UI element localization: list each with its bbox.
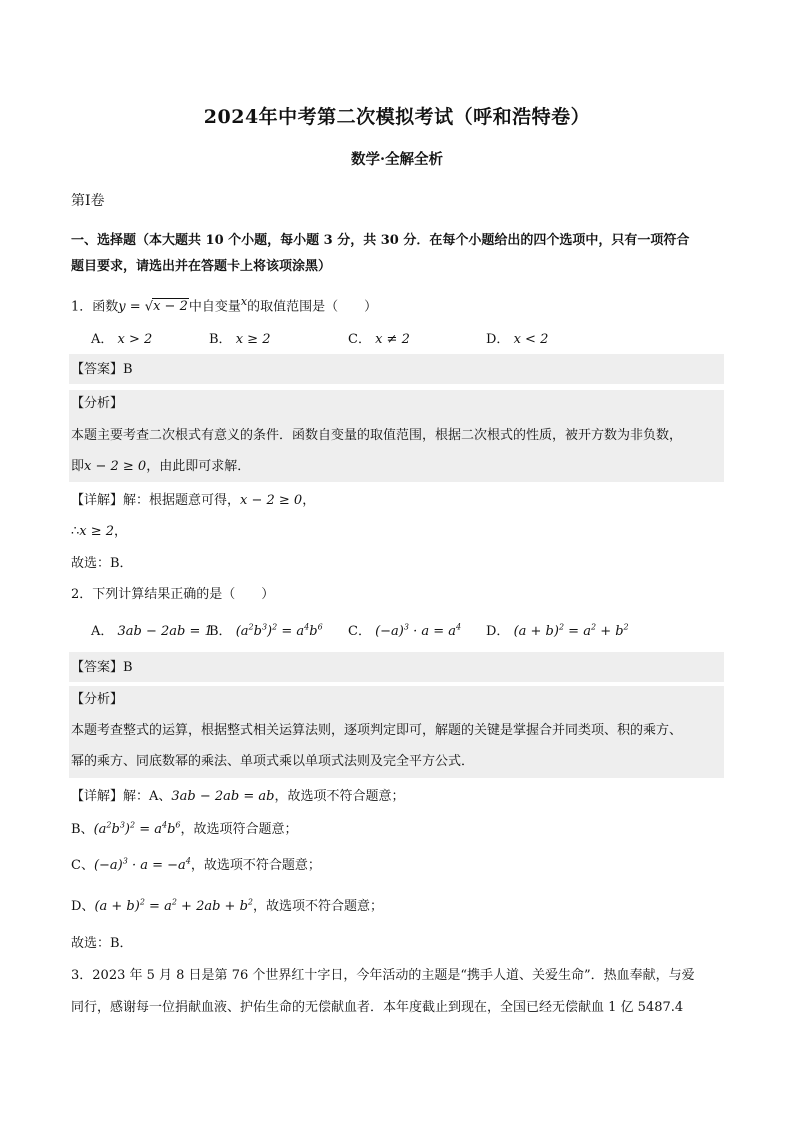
volume-label: 第Ⅰ卷 [71,193,105,209]
q1-analysis-line2: 即x − 2 ≥ 0，由此即可求解． [71,459,251,474]
q3-line1: 3．2023 年 5 月 8 日是第 76 个世界红十字日，今年活动的主题是“携手人道、关爱生命”．热血奉献，与爱 [71,968,695,983]
page-subtitle: 数学·全解全析 [350,151,444,168]
q2-detail-a: 【详解】解：A、3ab − 2ab = ab，故选项不符合题意； [71,789,405,804]
q2-detail-b: B、$(a^2b^3)^2 = a^4b^6$，故选项符合题意； [71,820,298,837]
q2-choose: 故选：B． [71,936,133,951]
q1-detail: 【详解】解：根据题意可得，x − 2 ≥ 0， [71,493,316,508]
q1-option-a: A． x > 2 [91,332,153,347]
q2-analysis-line2: 幂的乘方、同底数幂的乘法、单项式乘以单项式法则及完全平方公式． [71,754,475,769]
page-title: 2024年中考第二次模拟考试（呼和浩特卷） [203,106,591,128]
q1-option-c: C． x ≠ 2 [348,332,410,347]
section-heading-line1: 一、选择题（本大题共 10 个小题，每小题 3 分，共 30 分．在每个小题给出的四个选项中，只有一项符合 [71,233,690,248]
q1-option-b: B． x ≥ 2 [209,332,271,347]
q2-option-c: C． $(-a)^3 \cdot a = a^4$ [348,622,462,639]
section-heading-line2: 题目要求，请选出并在答题卡上将该项涂黑） [71,259,332,274]
q2-answer: 【答案】B [71,660,133,675]
sqrt-symbol: √ [144,299,154,315]
q1-analysis-head: 【分析】 [71,396,124,411]
q2-analysis-head: 【分析】 [71,692,124,707]
q2-analysis-line1: 本题考查整式的运算，根据整式相关运算法则，逐项判定即可，解题的关键是掌握合并同类项、积的乘方、 [71,723,683,738]
q2-option-b: B． $(a^2b^3)^2 = a^4b^6$ [209,622,323,639]
q1-therefore: ∴x ≥ 2， [71,524,128,539]
q1-answer: 【答案】B [71,362,133,377]
q2-detail-d: D、$(a + b)^2 = a^2 + 2ab + b^2$，故选项不符合题意； [71,897,384,914]
q2-option-d: D． $(a + b)^2 = a^2 + b^2$ [486,622,629,639]
q2-stem: 2．下列计算结果正确的是（ ） [71,587,275,602]
q2-answer-shade [69,652,724,682]
q1-analysis-line1: 本题主要考查二次根式有意义的条件．函数自变量的取值范围，根据二次根式的性质，被开方数为非负数， [71,428,683,443]
q1-choose: 故选：B． [71,556,133,571]
q2-detail-c: C、$(-a)^3 \cdot a = -a^4$，故选项不符合题意； [71,856,321,873]
q2-option-a: A． 3ab − 2ab = 1 [91,624,213,639]
q1-answer-shade [69,354,724,384]
q1-stem: 1．函数y = √x − 2中自变量$^x$的取值范围是（ ） [71,295,378,315]
q3-line2: 同行，感谢每一位捐献血液、护佑生命的无偿献血者．本年度截止到现在，全国已经无偿献血 1 亿 5487.4 [71,1000,684,1015]
q1-option-d: D． x < 2 [486,332,549,347]
